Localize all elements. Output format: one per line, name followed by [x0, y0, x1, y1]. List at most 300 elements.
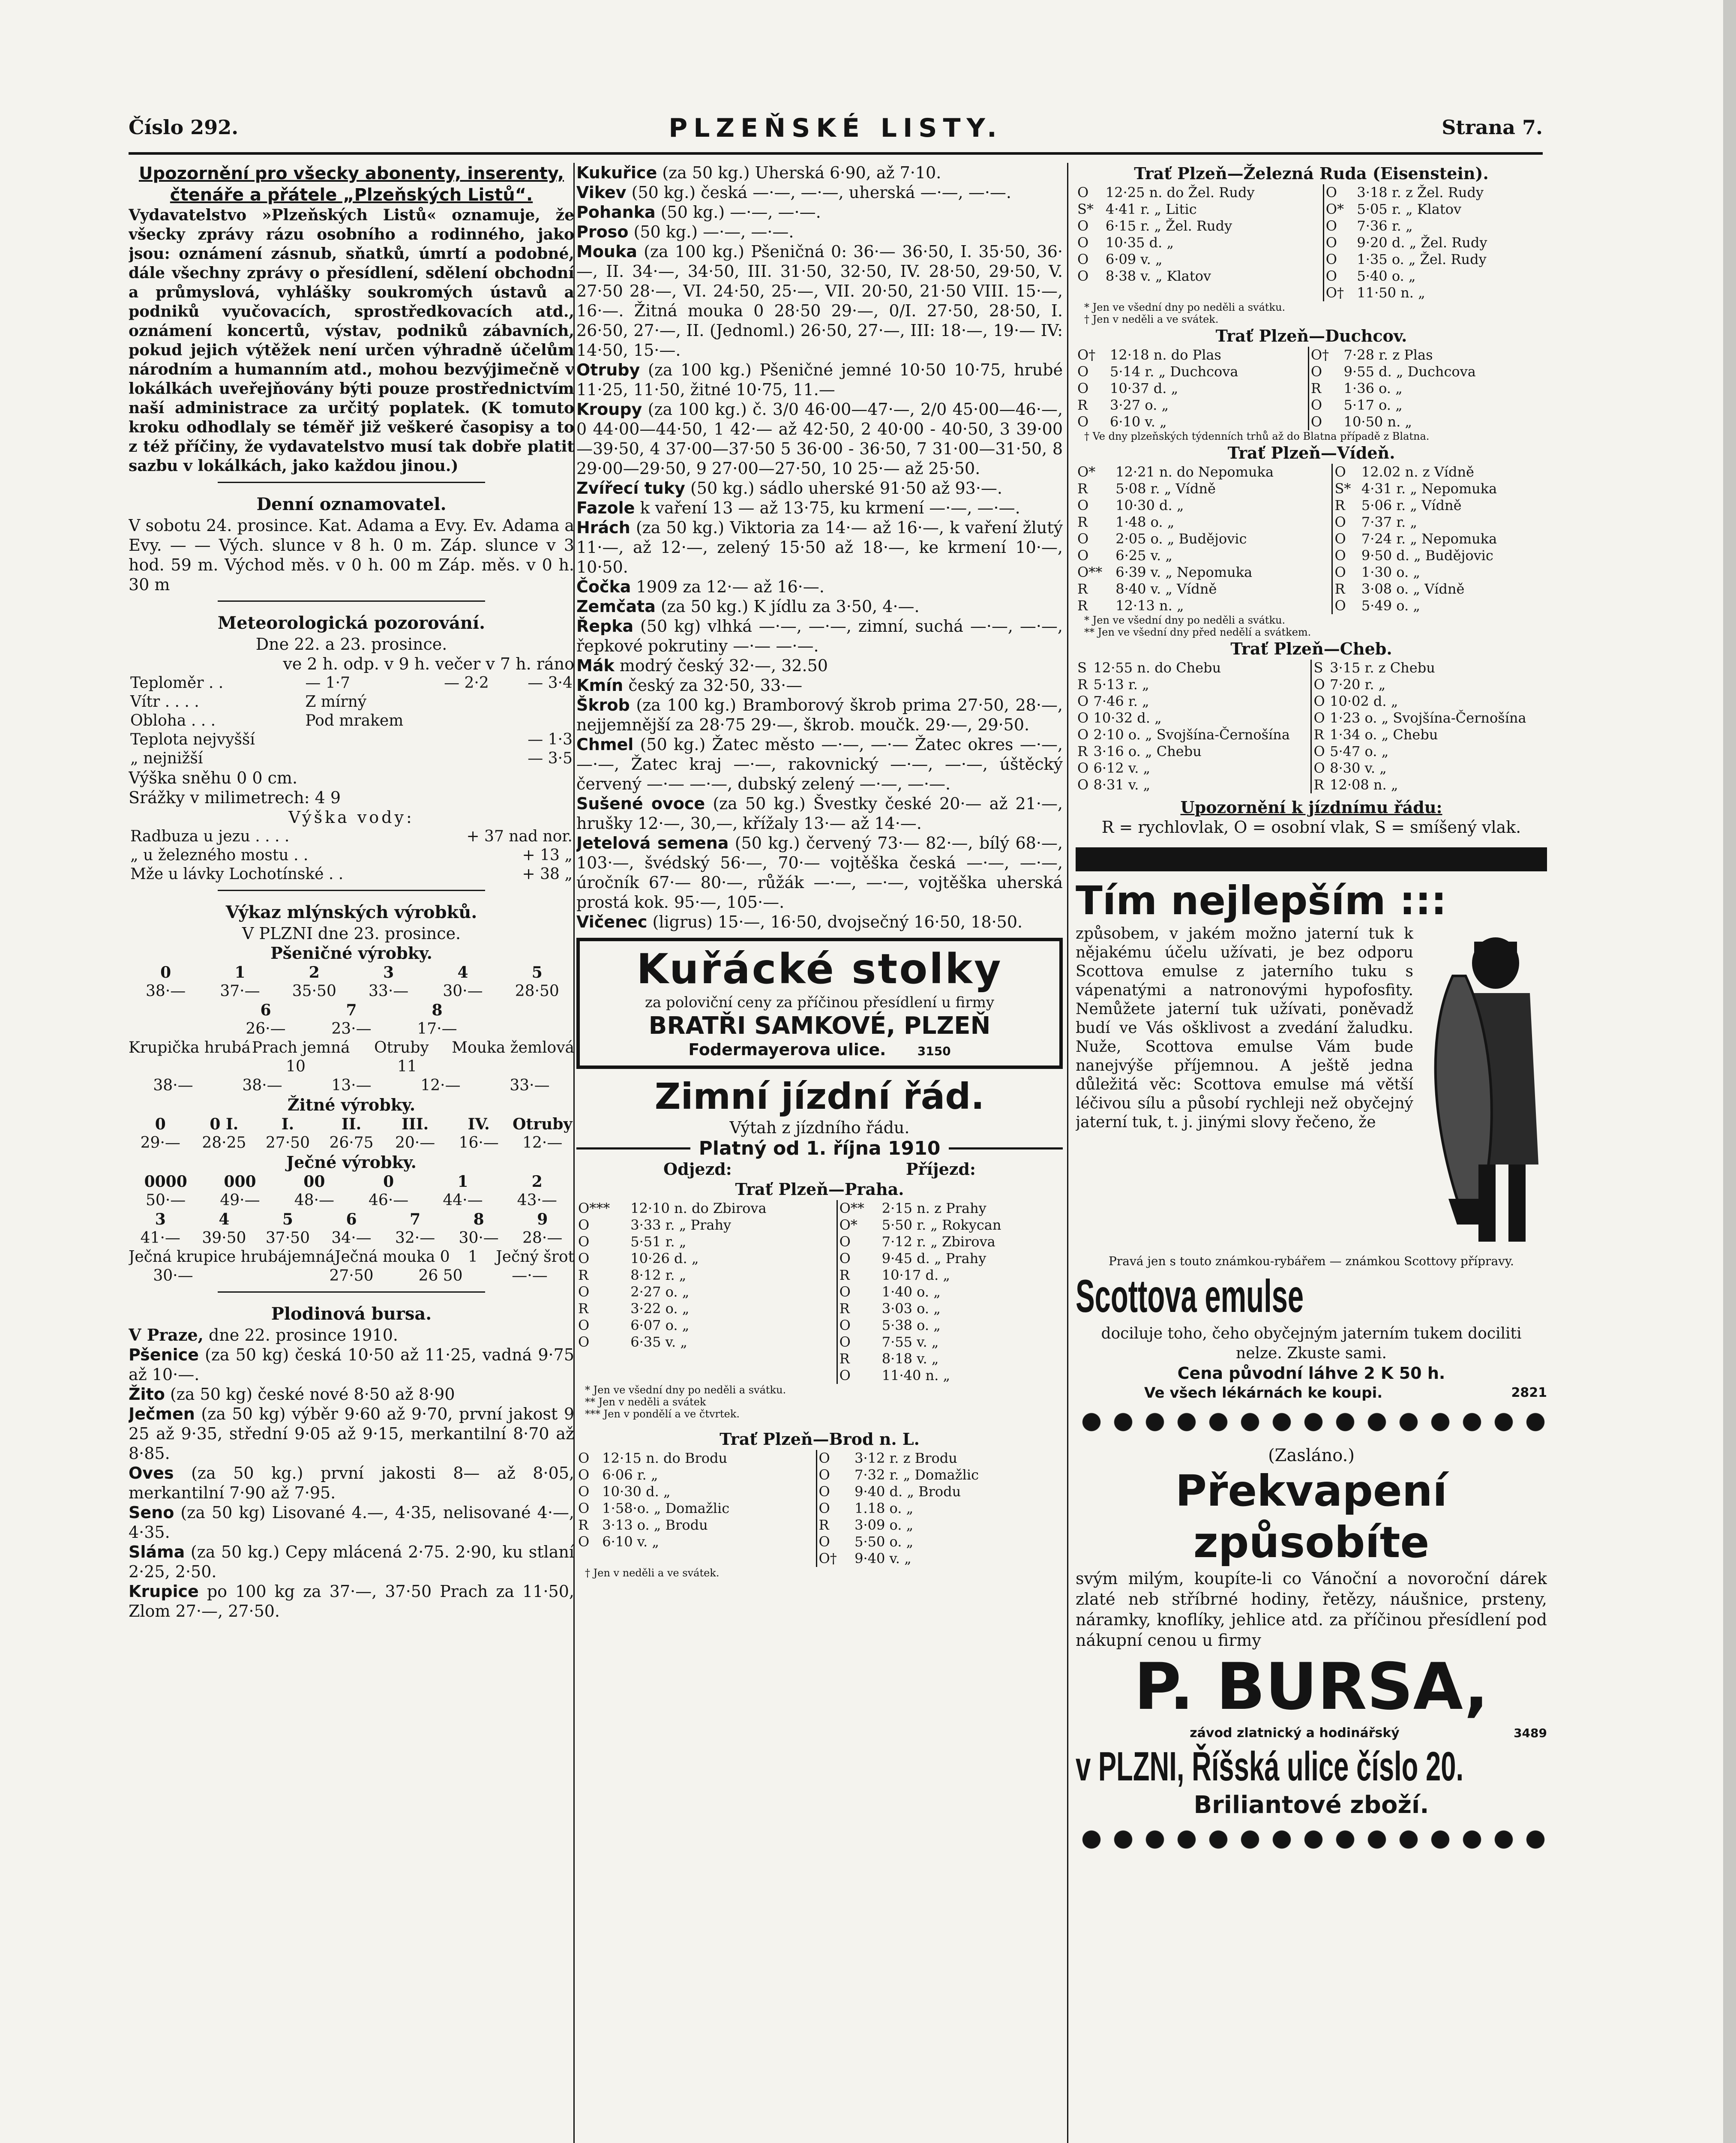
route-praha-table	[576, 1200, 1063, 1384]
fisherman-fish-icon	[1418, 924, 1547, 1250]
divider	[218, 600, 485, 602]
train-time: 6·35 v. „	[629, 1334, 837, 1351]
train-time: 7·37 r. „	[1361, 514, 1417, 530]
route-zr-title: Trať Plzeň—Železná Ruda (Eisenstein).	[1134, 164, 1489, 183]
train-type: R	[839, 1351, 850, 1367]
list-item: Krupice po 100 kg za 37·—, 37·50 Prach za 11·50, Zlom 27·—, 27·50.	[129, 1582, 574, 1621]
list-item: Fazole k vaření 13 — až 13·75, ku krmení —·—, —·—.	[576, 498, 1020, 517]
train-type: O	[1313, 710, 1325, 726]
commodity-list	[576, 163, 1063, 932]
train-type: O	[1325, 184, 1337, 201]
train-time: 3·13 o. „ Brodu	[600, 1517, 816, 1534]
scott-ad	[1076, 924, 1547, 1403]
train-time: 8·31 v. „	[1091, 777, 1311, 793]
train-time: 6·06 r. „	[600, 1467, 816, 1483]
timetable-title: Zimní jízdní řád.	[654, 1075, 985, 1117]
train-time: 5·47 o. „	[1330, 743, 1389, 759]
wheat-prices-1: 38·— 37·— 35·50 33·— 30·— 28·50	[146, 982, 559, 1000]
train-time: 5·50 o. „	[855, 1534, 914, 1550]
column-divider-2	[1067, 163, 1068, 2143]
train-time: 7·32 r. „ Domažlic	[855, 1467, 979, 1483]
train-time: 9·45 d. „ Prahy	[881, 1250, 986, 1267]
train-type: O	[839, 1367, 851, 1384]
train-type: O	[578, 1534, 590, 1550]
train-type: R	[1077, 743, 1088, 759]
train-type: O	[1077, 693, 1089, 709]
train-time: 7·46 r. „	[1091, 693, 1311, 710]
grits-prices: 38·— 38·— 13·— 12·— 33·—	[153, 1077, 550, 1094]
list-item: Zemčata (za 50 kg.) K jídlu za 3·50, 4·—.	[576, 597, 920, 616]
surprise-title: Překvapení	[1175, 1466, 1448, 1516]
train-time: 10·17 d. „	[881, 1267, 950, 1283]
train-type: O	[1077, 218, 1089, 234]
train-type: O	[1077, 497, 1089, 513]
train-type: O	[1313, 676, 1325, 693]
train-type: O†	[1077, 347, 1096, 363]
barley-prices-3: 30·— 27·50 26 50 —·—	[153, 1267, 548, 1285]
train-time: 2·27 o. „	[629, 1284, 837, 1300]
train-type: O	[1077, 234, 1089, 251]
bursa-address: v PLZNI, Říšská ulice číslo 20.	[1076, 1744, 1464, 1789]
wheat-prices-2: 26·— 23·— 17·—	[246, 1020, 457, 1038]
table-row	[1076, 660, 1547, 676]
train-time: 5·08 r. „ Vídně	[1114, 480, 1332, 497]
table-row	[1076, 531, 1547, 547]
train-type: R	[1077, 676, 1088, 693]
mill-subtitle: V PLZNI dne 23. prosince.	[242, 924, 461, 943]
train-type: O	[1077, 531, 1089, 547]
train-type: O	[1313, 693, 1325, 709]
train-time: 6·09 v. „	[1104, 251, 1323, 268]
train-time: 8·18 v. „	[881, 1351, 939, 1367]
train-type: O	[578, 1234, 590, 1250]
surprise-body: svým milým, koupíte-li co Vánoční a novoroční dárek zlaté neb stříbrné hodiny, řetězy, náušnice, prsteny, náramky, knoflíky, jehlice atd. za příčinou přesídlení pod nákupní cenou u firmy	[1076, 1569, 1547, 1650]
barley-grades-2: 3 4 5 6 7 8 9	[155, 1210, 548, 1228]
train-time: 5·38 o. „	[881, 1317, 941, 1333]
table-row	[1076, 597, 1547, 614]
train-time: 7·55 v. „	[881, 1334, 939, 1350]
train-type: O	[1077, 414, 1089, 430]
train-type	[1076, 285, 1104, 301]
route-viden-title: Trať Plzeň—Vídeň.	[1227, 443, 1395, 462]
list-item: Žito (za 50 kg) české nové 8·50 až 8·90	[129, 1385, 455, 1404]
train-time: 3·16 o. „ Chebu	[1091, 743, 1311, 760]
barley-prices-2: 41·— 39·50 37·50 34·— 32·— 30·— 28·—	[140, 1229, 563, 1247]
train-type: O	[1077, 251, 1089, 267]
ad-address: Fodermayerova ulice. 3150	[688, 1040, 951, 1059]
train-type: O	[1077, 363, 1089, 380]
train-type: O	[1325, 234, 1337, 251]
list-item: Řepka (50 kg) vlhká —·—, —·—, zimní, suchá —·—, —·—, řepkové pokrutiny —·— —·—.	[576, 617, 1063, 655]
ad-firm: BRATŘI SAMKOVÉ, PLZEŇ	[648, 1012, 991, 1040]
meteo-date: Dne 22. a 23. prosince.	[255, 635, 447, 654]
train-time: 4·31 r. „ Nepomuka	[1361, 480, 1497, 497]
train-type: O	[1313, 760, 1325, 776]
list-item: Sláma (za 50 kg.) Cepy mlácená 2·75. 2·90, ku stlaní 2·25, 2·50.	[129, 1543, 574, 1581]
bourse-title: Plodinová bursa.	[271, 1304, 432, 1324]
train-type: O*	[1077, 464, 1096, 480]
table-row	[1076, 218, 1547, 234]
column-2	[576, 163, 1063, 2143]
train-type: R	[819, 1517, 829, 1533]
list-item: Ječmen (za 50 kg) výběr 9·60 až 9·70, první jakost 9 25 až 9·35, střední 9·05 až 9·15, merkantilní 8·70 až 8·85.	[129, 1405, 574, 1463]
table-row	[1076, 380, 1547, 397]
grits-header-2: 10 11	[286, 1058, 417, 1075]
train-type: O	[1325, 251, 1337, 267]
table-row	[576, 1367, 1063, 1384]
train-type: R	[1313, 726, 1324, 743]
table-row	[576, 1284, 1063, 1300]
route-viden-note: * Jen ve všední dny po neděli a svátku.	[1084, 614, 1286, 626]
table-row	[576, 1550, 1063, 1567]
scan-edge-strip	[1723, 0, 1736, 2143]
column-3	[1076, 163, 1547, 2143]
train-time: 11·40 n. „	[881, 1367, 950, 1384]
table-row	[1076, 710, 1547, 726]
column-1	[129, 163, 574, 2143]
train-type: O	[1325, 268, 1337, 284]
train-type: O	[819, 1467, 830, 1483]
train-type: O	[578, 1483, 590, 1500]
daily-title: Denní oznamovatel.	[256, 494, 447, 514]
list-item: Vičenec (ligrus) 15·—, 16·50, dvojsečný 16·50, 18·50.	[576, 912, 1023, 931]
scott-price: Cena původní láhve 2 K 50 h.	[1177, 1364, 1445, 1383]
notice-title: Upozornění pro všecky abonenty, inserenty, čtenáře a přátele „Plzeňských Listů“.	[138, 164, 564, 205]
table-row	[576, 1317, 1063, 1334]
table-row	[1076, 414, 1547, 430]
table-row	[1076, 480, 1547, 497]
table-row	[576, 1483, 1063, 1500]
train-time	[629, 1367, 837, 1384]
train-type: O	[1334, 564, 1346, 580]
ad-subtitle: za poloviční ceny za příčinou přesídlení u firmy	[645, 994, 995, 1011]
bursa-firm: P. BURSA,	[1134, 1650, 1489, 1724]
timetable-heads: Odjezd: Příjezd:	[663, 1159, 976, 1179]
water-table	[129, 827, 574, 884]
train-time: 3·22 o. „	[629, 1300, 837, 1317]
table-row	[1076, 676, 1547, 693]
train-time: 10·50 n. „	[1343, 414, 1412, 430]
table-row	[1076, 564, 1547, 581]
train-time: 5·14 r. „ Duchcova	[1108, 363, 1308, 380]
timetable-subtitle: Výtah z jízdního řádu.	[729, 1118, 910, 1137]
list-item: Škrob (za 100 kg.) Bramborový škrob prima 27·50, 28·—, nejjemnější za 28·75 29·—, škrob. moučk. 29·—, 29·50.	[576, 696, 1063, 734]
table-row	[1076, 581, 1547, 597]
train-type: O	[839, 1284, 851, 1300]
smoking-tables-ad	[576, 938, 1063, 1069]
wheat-grades-1: 0 1 2 3 4 5	[160, 963, 543, 981]
train-type: O	[578, 1450, 590, 1466]
train-time: 6·07 o. „	[629, 1317, 837, 1334]
train-time: 12·10 n. do Zbirova	[629, 1200, 837, 1217]
masthead-title: PLZEŇSKÉ LISTY.	[669, 113, 1003, 143]
train-time: 10·30 d. „	[600, 1483, 816, 1500]
table-row	[576, 1234, 1063, 1250]
header-rule	[129, 152, 1543, 155]
list-item: Chmel (50 kg.) Žatec město —·—, —·— Žatec okres —·—, —·—, Žatec kraj —·—, rakovnický —·—, —·—, úštěcký červený —·— —·—, dubský zelený —·—, —·—.	[576, 735, 1063, 793]
wheat-title: Pšeničné výrobky.	[270, 943, 432, 963]
scott-body: způsobem, v jakém možno jaterní tuk k nějakému účelu užívati, je bez odporu Scottova emulse z jaterního tuku s vápenatými a natronovými hypofosfity. Nemůžete jaterní tuk užívati, poněvadž budí ve Vás ošklivost a zvedání žaludku. Nuže, Scottova emulse Vám bude nanejvýše příjemnou. A ještě jedna důležitá věc: Scottova emulse má větší léčivou sílu a působí rychleji než obyčejný jaterní tuk, t. j. jinými slovy řečeno, že	[1076, 925, 1413, 1131]
table-row	[1076, 363, 1547, 380]
train-type: S	[1077, 660, 1087, 676]
train-time: 9·55 d. „ Duchcova	[1343, 363, 1476, 380]
train-type: O	[1077, 268, 1089, 284]
table-row	[576, 1467, 1063, 1483]
table-row	[576, 1334, 1063, 1351]
train-time: 1·36 o. „	[1343, 380, 1403, 396]
train-time: 10·30 d. „	[1114, 497, 1332, 514]
train-type: O	[578, 1250, 590, 1267]
list-item: V Praze, dne 22. prosince 1910.	[129, 1325, 399, 1345]
train-time: 7·36 r. „	[1357, 218, 1413, 234]
list-item: Seno (za 50 kg) Lisované 4.—, 4·35, nelisované 4·—, 4·35.	[129, 1503, 574, 1542]
wheat-grades-2: 6 7 8	[260, 1001, 443, 1019]
train-type: O	[1310, 397, 1322, 413]
barley-header-3: Ječná krupice hrubá jemná Ječná mouka 0 1 Ječný šrot	[129, 1248, 574, 1266]
route-zr-table	[1076, 184, 1547, 301]
meteo-columns: ve 2 h. odp. v 9 h. večer v 7 h. ráno	[283, 654, 574, 673]
timetable-valid: Platný od 1. října 1910	[576, 1138, 1063, 1159]
train-time: 12·25 n. do Žel. Rudy	[1104, 184, 1323, 201]
train-type: O	[578, 1500, 590, 1516]
train-type: O	[1313, 743, 1325, 759]
rye-prices: 29·— 28·25 27·50 26·75 20·— 16·— 12·—	[140, 1134, 563, 1152]
table-row	[576, 1250, 1063, 1267]
train-time: 5·05 r. „ Klatov	[1357, 201, 1462, 217]
train-type: O	[1077, 710, 1089, 726]
train-type: O***	[578, 1200, 610, 1216]
train-type	[576, 1550, 600, 1567]
route-duchcov-note: † Ve dny plzeňských týdenních trhů až do Blatna případě z Blatna.	[1084, 430, 1430, 442]
precipitation: Srážky v milimetrech: 4 9	[129, 788, 341, 807]
table-row	[576, 1450, 1063, 1467]
table-row	[1076, 760, 1547, 777]
train-time: 5·17 o. „	[1343, 397, 1403, 413]
list-item: Oves (za 50 kg.) první jakosti 8— až 8·05, merkantilní 7·90 až 7·95.	[129, 1464, 574, 1502]
train-type: O*	[839, 1217, 858, 1233]
list-item: Kroupy (za 100 kg.) č. 3/0 46·00—47·—, 2/0 45·00—46·—, 0 44·00—44·50, 1 42·— až 42·50, 2 40·00 - 40·50, 3 39·00—39·50, 4 37·00—37·50 5 36·00 - 36·50, 7 31·00—31·50, 8 29·00—29·50, 9 27·00—27·50, 10 25·— až 25·50.	[576, 400, 1063, 478]
snow-height: Výška sněhu 0 0 cm.	[129, 768, 298, 787]
barley-prices-1: 50·— 49·— 48·— 46·— 44·— 43·—	[146, 1192, 557, 1209]
scott-ad-title: Tím nejlepším :::	[1076, 878, 1447, 924]
table-row	[1076, 285, 1547, 301]
train-type: R	[839, 1300, 850, 1317]
train-type: O	[1334, 514, 1346, 530]
train-type: R	[1077, 397, 1088, 413]
train-time: 9·50 d. „ Budějovic	[1361, 547, 1493, 564]
table-row	[1076, 201, 1547, 218]
train-type: R	[1310, 380, 1321, 396]
train-type: O	[1077, 547, 1089, 564]
train-time: 3·18 r. z Žel. Rudy	[1357, 184, 1484, 201]
train-time: 6·12 v. „	[1091, 760, 1311, 777]
train-type: R	[1077, 514, 1088, 530]
route-praha-note: * Jen ve všední dny po neděli a svátku.	[585, 1384, 786, 1396]
table-row: Obloha . . . Pod mrakem	[130, 712, 404, 729]
dotted-border	[1076, 1407, 1547, 1437]
train-time: 1·58·o. „ Domažlic	[600, 1500, 816, 1517]
table-row	[1076, 347, 1547, 363]
table-row	[1076, 743, 1547, 760]
table-row: Radbuza u jezu . . . . + 37 nad nor.	[130, 828, 573, 845]
table-row	[1076, 693, 1547, 710]
train-time: 12·08 n. „	[1330, 777, 1398, 793]
train-time: 3·09 o. „	[855, 1517, 914, 1533]
list-item: Mouka (za 100 kg.) Pšeničná 0: 36·— 36·50, I. 35·50, 36·—, II. 34·—, 34·50, III. 31·50, 32·50, IV. 28·50, 29·50, V. 27·50 28·—, VI. 24·50, 25·—, VII. 20·50, 21·50 VIII. 15·—, 16·—. Žitná mouka 0 28·50 29·—, 0/I. 27·50, 28·50, I. 26·50, 27·—, II. (Jednoml.) 26·50, 27·—, III: 18·—, 19·— IV: 14·50, 15·—.	[576, 242, 1063, 360]
train-time: 10·26 d. „	[629, 1250, 837, 1267]
table-row: Teplota nejvyšší — 1·3	[130, 731, 573, 748]
train-type: O	[839, 1234, 851, 1250]
route-zr-note: * Jen ve všední dny po neděli a svátku.	[1084, 301, 1286, 313]
train-type: O*	[1325, 201, 1344, 217]
route-brod-note: † Jen v neděli a ve svátek.	[585, 1567, 720, 1579]
train-type: O	[578, 1317, 590, 1333]
train-type: O	[819, 1450, 830, 1466]
train-type: R	[578, 1517, 589, 1533]
list-item: Hrách (za 50 kg.) Viktoria za 14·— až 16·—, k vaření žlutý 11·—, až 12·—, zelený 15·50 až 18·—, ke krmení 10·—, 10·50.	[576, 518, 1063, 576]
table-row	[1076, 514, 1547, 531]
list-item: Zvířecí tuky (50 kg.) sádlo uherské 91·50 až 93·—.	[576, 479, 1002, 498]
train-type: O†	[1325, 285, 1344, 301]
train-type	[576, 1351, 629, 1367]
train-type: O	[1077, 777, 1089, 793]
train-time: 8·40 v. „ Vídně	[1114, 581, 1332, 597]
train-type: O	[578, 1467, 590, 1483]
train-time: 7·28 r. z Plas	[1343, 347, 1433, 363]
train-type: R	[1313, 777, 1324, 793]
scott-where: Ve všech lékárnách ke koupi. 2821	[1144, 1384, 1547, 1402]
table-row	[576, 1267, 1063, 1284]
ad-title: Kuřácké stolky	[636, 945, 1003, 993]
table-row	[1076, 464, 1547, 480]
train-time	[629, 1351, 837, 1367]
page-header	[129, 113, 1543, 146]
train-type: O	[819, 1483, 830, 1500]
list-item: Pšenice (za 50 kg) česká 10·50 až 11·25, vadná 9·75 až 10·—.	[129, 1345, 574, 1384]
grits-header: Krupička hrubá Prach jemná Otruby Mouka žemlová	[129, 1039, 574, 1056]
page-number: Strana 7.	[1442, 116, 1543, 139]
train-time: 9·40 d. „ Brodu	[855, 1483, 961, 1500]
train-type: O	[578, 1217, 590, 1233]
list-item: Mák modrý český 32·—, 32.50	[576, 656, 828, 675]
train-time: 5·50 r. „ Rokycan	[881, 1217, 1001, 1233]
train-time: 12·15 n. do Brodu	[600, 1450, 816, 1467]
mill-title: Výkaz mlýnských výrobků.	[225, 902, 477, 922]
train-type: O**	[839, 1200, 864, 1216]
train-time: 7·24 r. „ Nepomuka	[1361, 531, 1497, 547]
train-time	[1104, 285, 1323, 301]
list-item: Čočka 1909 za 12·— až 16·—.	[576, 577, 825, 596]
table-row: Vítr . . . . Z mírný	[130, 693, 367, 711]
scott-tail: dociluje toho, čeho obyčejným jaterním tukem dociliti nelze. Zkuste sami.	[1101, 1325, 1522, 1362]
water-title: Výška vody:	[288, 808, 414, 827]
train-type: R	[578, 1267, 589, 1283]
table-row	[576, 1534, 1063, 1550]
barley-grades-1: 0000 000 00 0 1 2	[144, 1173, 543, 1191]
list-item: Pohanka (50 kg.) —·—, —·—.	[576, 203, 821, 222]
train-type: O	[1325, 218, 1337, 234]
route-viden-note: ** Jen ve všední dny před nedělí a svátkem.	[1084, 626, 1311, 638]
train-time: 1·35 o. „ Žel. Rudy	[1357, 251, 1487, 267]
train-time: 12·55 n. do Chebu	[1091, 660, 1311, 676]
train-type: O	[1077, 760, 1089, 776]
list-item: Jetelová semena (50 kg.) červený 73·— 82·—, bílý 68·—, 103·—, švédský 56·—, 70·— vojtěška česká —·—, —·—, úročník 67·— 80·—, růžák —·—, —·—, vojtěška uherská prostá kok. 95·—, 105·—.	[576, 834, 1063, 912]
train-type: O	[819, 1534, 830, 1550]
train-time: 5·51 r. „	[629, 1234, 837, 1250]
train-time: 6·10 v. „	[600, 1534, 816, 1550]
train-time: 2·10 o. „ Svojšína-Černošína	[1091, 726, 1311, 743]
table-row	[1076, 397, 1547, 414]
train-type: R	[1334, 497, 1345, 513]
train-time: 1·48 o. „	[1114, 514, 1332, 531]
train-type: S*	[1077, 201, 1094, 217]
train-time: 5·06 r. „ Vídně	[1361, 497, 1462, 513]
train-type: O	[1334, 547, 1346, 564]
train-time: 1.18 o. „	[855, 1500, 914, 1516]
bursa-brilliant: Briliantové zboží.	[1193, 1791, 1429, 1819]
table-row	[576, 1217, 1063, 1234]
list-item: Sušené ovoce (za 50 kg.) Švestky české 20·— až 21·—, hrušky 12·—, 30,—, křížaly 13·— až 14·—.	[576, 794, 1063, 833]
notice-body: Vydavatelstvo »Plzeňských Listů« oznamuje, že všecky zprávy rázu osobního a rodinného, jako jsou: oznámení zásnub, sňatků, úmrtí a podobné, dále všechny zprávy o přesídlení, sdělení obchodní a průmyslová, vyhlášky soukromých ústavů a podniků vyučovacích, sprostředkovacích atd., oznámení koncertů, výstav, podniků zábavních, pokud jejich výtěžek není určen výhradně účelům národním a humanním atd., mohou bezvýjimečně v lokálkách uveřejňovány býti pouze prostřednictvím naší administrace za určitý poplatek. (K tomuto kroku odhodlaly se téměř již veškeré časopisy a to z též příčiny, že vydavatelstvo musí tak dobře platit sazbu v lokálkách, jako každou jinou.)	[129, 206, 574, 475]
table-row	[576, 1500, 1063, 1517]
train-type: O**	[1077, 564, 1103, 580]
table-row	[1076, 184, 1547, 201]
meteo-title: Meteorologická pozorování.	[217, 613, 486, 633]
train-type: O	[1334, 597, 1346, 614]
bourse-list	[129, 1325, 574, 1621]
divider	[218, 482, 485, 483]
surprise-title-2: způsobíte	[1193, 1517, 1430, 1567]
train-type: O	[1077, 184, 1089, 201]
route-duchcov-title: Trať Plzeň—Duchcov.	[1215, 326, 1407, 345]
legend-body: R = rychlovlak, O = osobní vlak, S = smíšený vlak.	[1101, 818, 1521, 837]
meteo-table	[129, 674, 574, 768]
divider	[218, 1291, 485, 1293]
train-time: 10·37 d. „	[1108, 380, 1308, 397]
train-type: S	[1313, 660, 1323, 676]
train-time: 2·15 n. z Prahy	[881, 1200, 986, 1216]
barley-title: Ječné výrobky.	[286, 1153, 417, 1172]
train-time: 3·27 o. „	[1108, 397, 1308, 414]
train-time: 12.02 n. z Vídně	[1361, 464, 1474, 480]
train-time: 3·15 r. z Chebu	[1330, 660, 1435, 676]
bursa-desc: závod zlatnický a hodinářský 3489	[1190, 1726, 1547, 1741]
train-time: 6·25 v. „	[1114, 547, 1332, 564]
train-time: 8·30 v. „	[1330, 760, 1387, 776]
table-row: „ nejnižší — 3·5	[130, 750, 573, 767]
train-time: 12·21 n. do Nepomuka	[1114, 464, 1332, 480]
list-item: Otruby (za 100 kg.) Pšeničné jemné 10·50 10·75, hrubé 11·25, 11·50, žitné 10·75, 11.—	[576, 360, 1063, 399]
train-time: 10·32 d. „	[1091, 710, 1311, 726]
list-item: Proso (50 kg.) —·—, —·—.	[576, 222, 794, 241]
train-time: 9·20 d. „ Žel. Rudy	[1357, 234, 1487, 251]
train-type: R	[578, 1300, 589, 1317]
table-row	[1076, 268, 1547, 285]
train-type: R	[1077, 597, 1088, 614]
train-time: 2·05 o. „ Budějovic	[1114, 531, 1332, 547]
train-type: O	[1334, 464, 1346, 480]
route-praha-note: *** Jen v pondělí a ve čtvrtek.	[585, 1408, 740, 1420]
train-type: O	[1310, 363, 1322, 380]
route-duchcov-table	[1076, 347, 1547, 430]
train-time: 9·40 v. „	[855, 1550, 911, 1567]
route-brod-table	[576, 1450, 1063, 1567]
train-time: 1·40 o. „	[881, 1284, 941, 1300]
rye-title: Žitné výrobky.	[287, 1095, 416, 1114]
route-praha-title: Trať Plzeň—Praha.	[735, 1180, 904, 1199]
train-time: 10·35 d. „	[1104, 234, 1323, 251]
train-type: R	[1334, 581, 1345, 597]
